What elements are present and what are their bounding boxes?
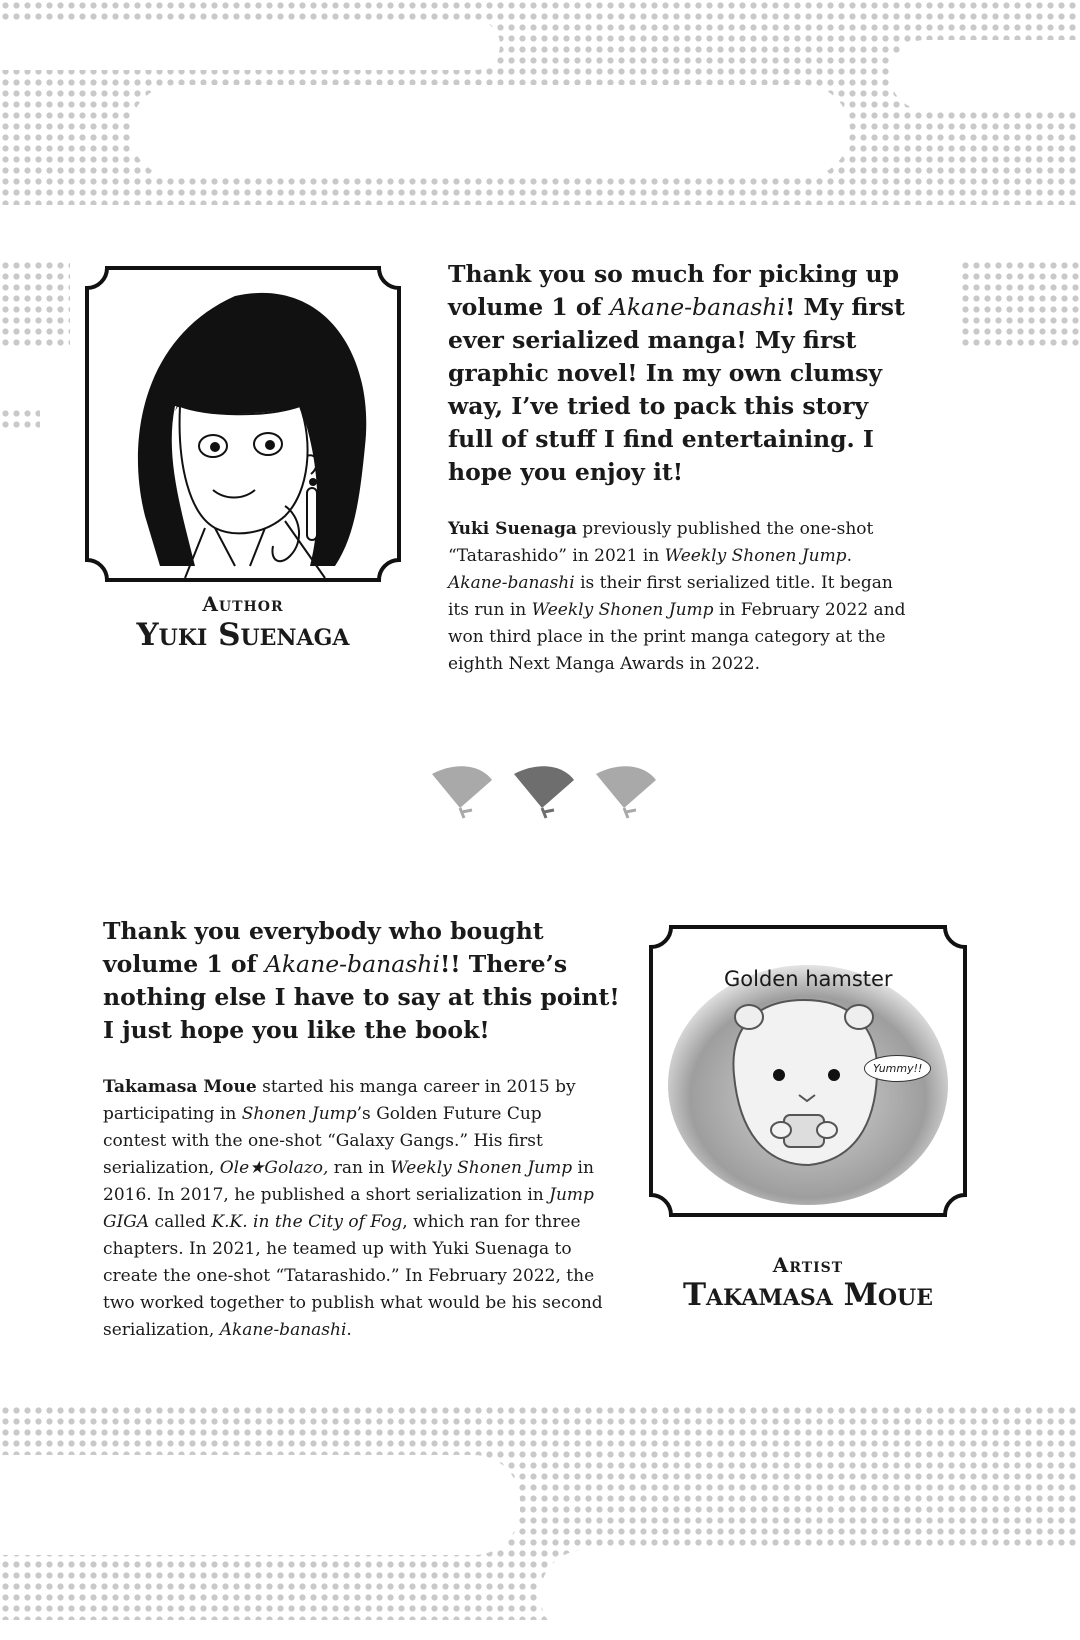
artist-message-part1: Thank you everybody who bought volume 1 of xyxy=(103,917,544,978)
left-dot-cluster xyxy=(0,260,70,350)
author-message-part1: Thank you so much for picking up volume 1 of xyxy=(448,260,899,321)
artist-bio xyxy=(103,1074,603,1344)
artist-name: Takamasa Moue xyxy=(682,1277,934,1313)
author-role-label: Author xyxy=(202,592,284,616)
artist-bio-series: K.K. in the City of Fog xyxy=(211,1212,403,1232)
artist-bio-text: ’s Golden Future Cup contest with the one-shot “Galaxy Gangs.” His first serialization, xyxy=(103,1104,543,1178)
author-bio-magazine: Weekly Shonen Jump xyxy=(531,600,714,620)
artist-bio-text: ran in xyxy=(328,1158,391,1178)
artist-bio-text: , which ran for three chapters. In 2021, he teamed up with Yuki Suenaga to create the one-shot “Tatarashido.” In February 2022, the two worked together to publish what would be his second serialization, xyxy=(103,1212,603,1340)
top-pill-shape xyxy=(130,85,850,177)
top-right-pill-shape xyxy=(890,40,1080,110)
artist-portrait-frame xyxy=(649,925,967,1217)
author-bio-text: previously published the one-shot “Tatarashido” in 2021 in xyxy=(448,519,874,566)
artist-bio-series-title: Akane-banashi xyxy=(219,1320,347,1340)
author-bio-text: . xyxy=(846,546,852,566)
artist-role-label: Artist xyxy=(772,1253,844,1277)
author-name: Yuki Suenaga xyxy=(136,617,350,653)
author-bio-name: Yuki Suenaga xyxy=(448,519,577,539)
speech-bubble: Yummy!! xyxy=(864,1055,931,1082)
artist-bio-name: Takamasa Moue xyxy=(103,1077,257,1097)
author-bio-text: is their first serialized title. It began its run in xyxy=(448,573,893,620)
fan-divider xyxy=(430,762,660,826)
bottom-pill-shape xyxy=(0,1455,520,1555)
artist-bio-magazine: Jump GIGA xyxy=(103,1185,594,1232)
illustration-caption: Golden hamster xyxy=(724,967,893,991)
artist-message-part2: !! There’s nothing else I have to say at this point! I just hope you like the book! xyxy=(103,950,620,1044)
artist-bio-magazine: Shonen Jump xyxy=(241,1104,357,1124)
author-message-part2: ! My first ever serialized manga! My first graphic novel! In my own clumsy way, I’ve tried to pack this story full of stuff I find entertaining. I hope you enjoy it! xyxy=(448,293,905,486)
artist-bio-text: called xyxy=(149,1212,212,1232)
author-portrait-frame xyxy=(85,266,401,582)
artist-bio-text: started his manga career in 2015 by participating in xyxy=(103,1077,576,1124)
right-dot-cluster xyxy=(960,260,1080,350)
artist-bio-text: . xyxy=(346,1320,352,1340)
bottom-right-pill-shape xyxy=(540,1550,1080,1640)
artist-message xyxy=(103,915,623,1047)
author-bio-text: in February 2022 and won third place in the print manga category at the eighth Next Manga Awards in 2022. xyxy=(448,600,906,674)
artist-message-title: Akane-banashi xyxy=(264,950,440,978)
author-bio-magazine: Weekly Shonen Jump xyxy=(664,546,847,566)
fan-icon xyxy=(596,766,656,818)
fan-icon xyxy=(514,766,574,818)
author-message-title: Akane-banashi xyxy=(609,293,785,321)
artist-bio-series: Ole★Golazo, xyxy=(219,1158,329,1178)
author-bio-series-title: Akane-banashi xyxy=(448,573,575,593)
top-left-pill-shape xyxy=(0,20,500,70)
left-dot-cluster-small xyxy=(0,408,40,430)
author-message xyxy=(448,258,918,489)
author-portrait-drawing xyxy=(85,266,401,582)
author-bio xyxy=(448,516,908,678)
artist-bio-text: in 2016. In 2017, he published a short serialization in xyxy=(103,1158,594,1205)
artist-bio-magazine: Weekly Shonen Jump xyxy=(390,1158,573,1178)
fan-icon xyxy=(432,766,492,818)
